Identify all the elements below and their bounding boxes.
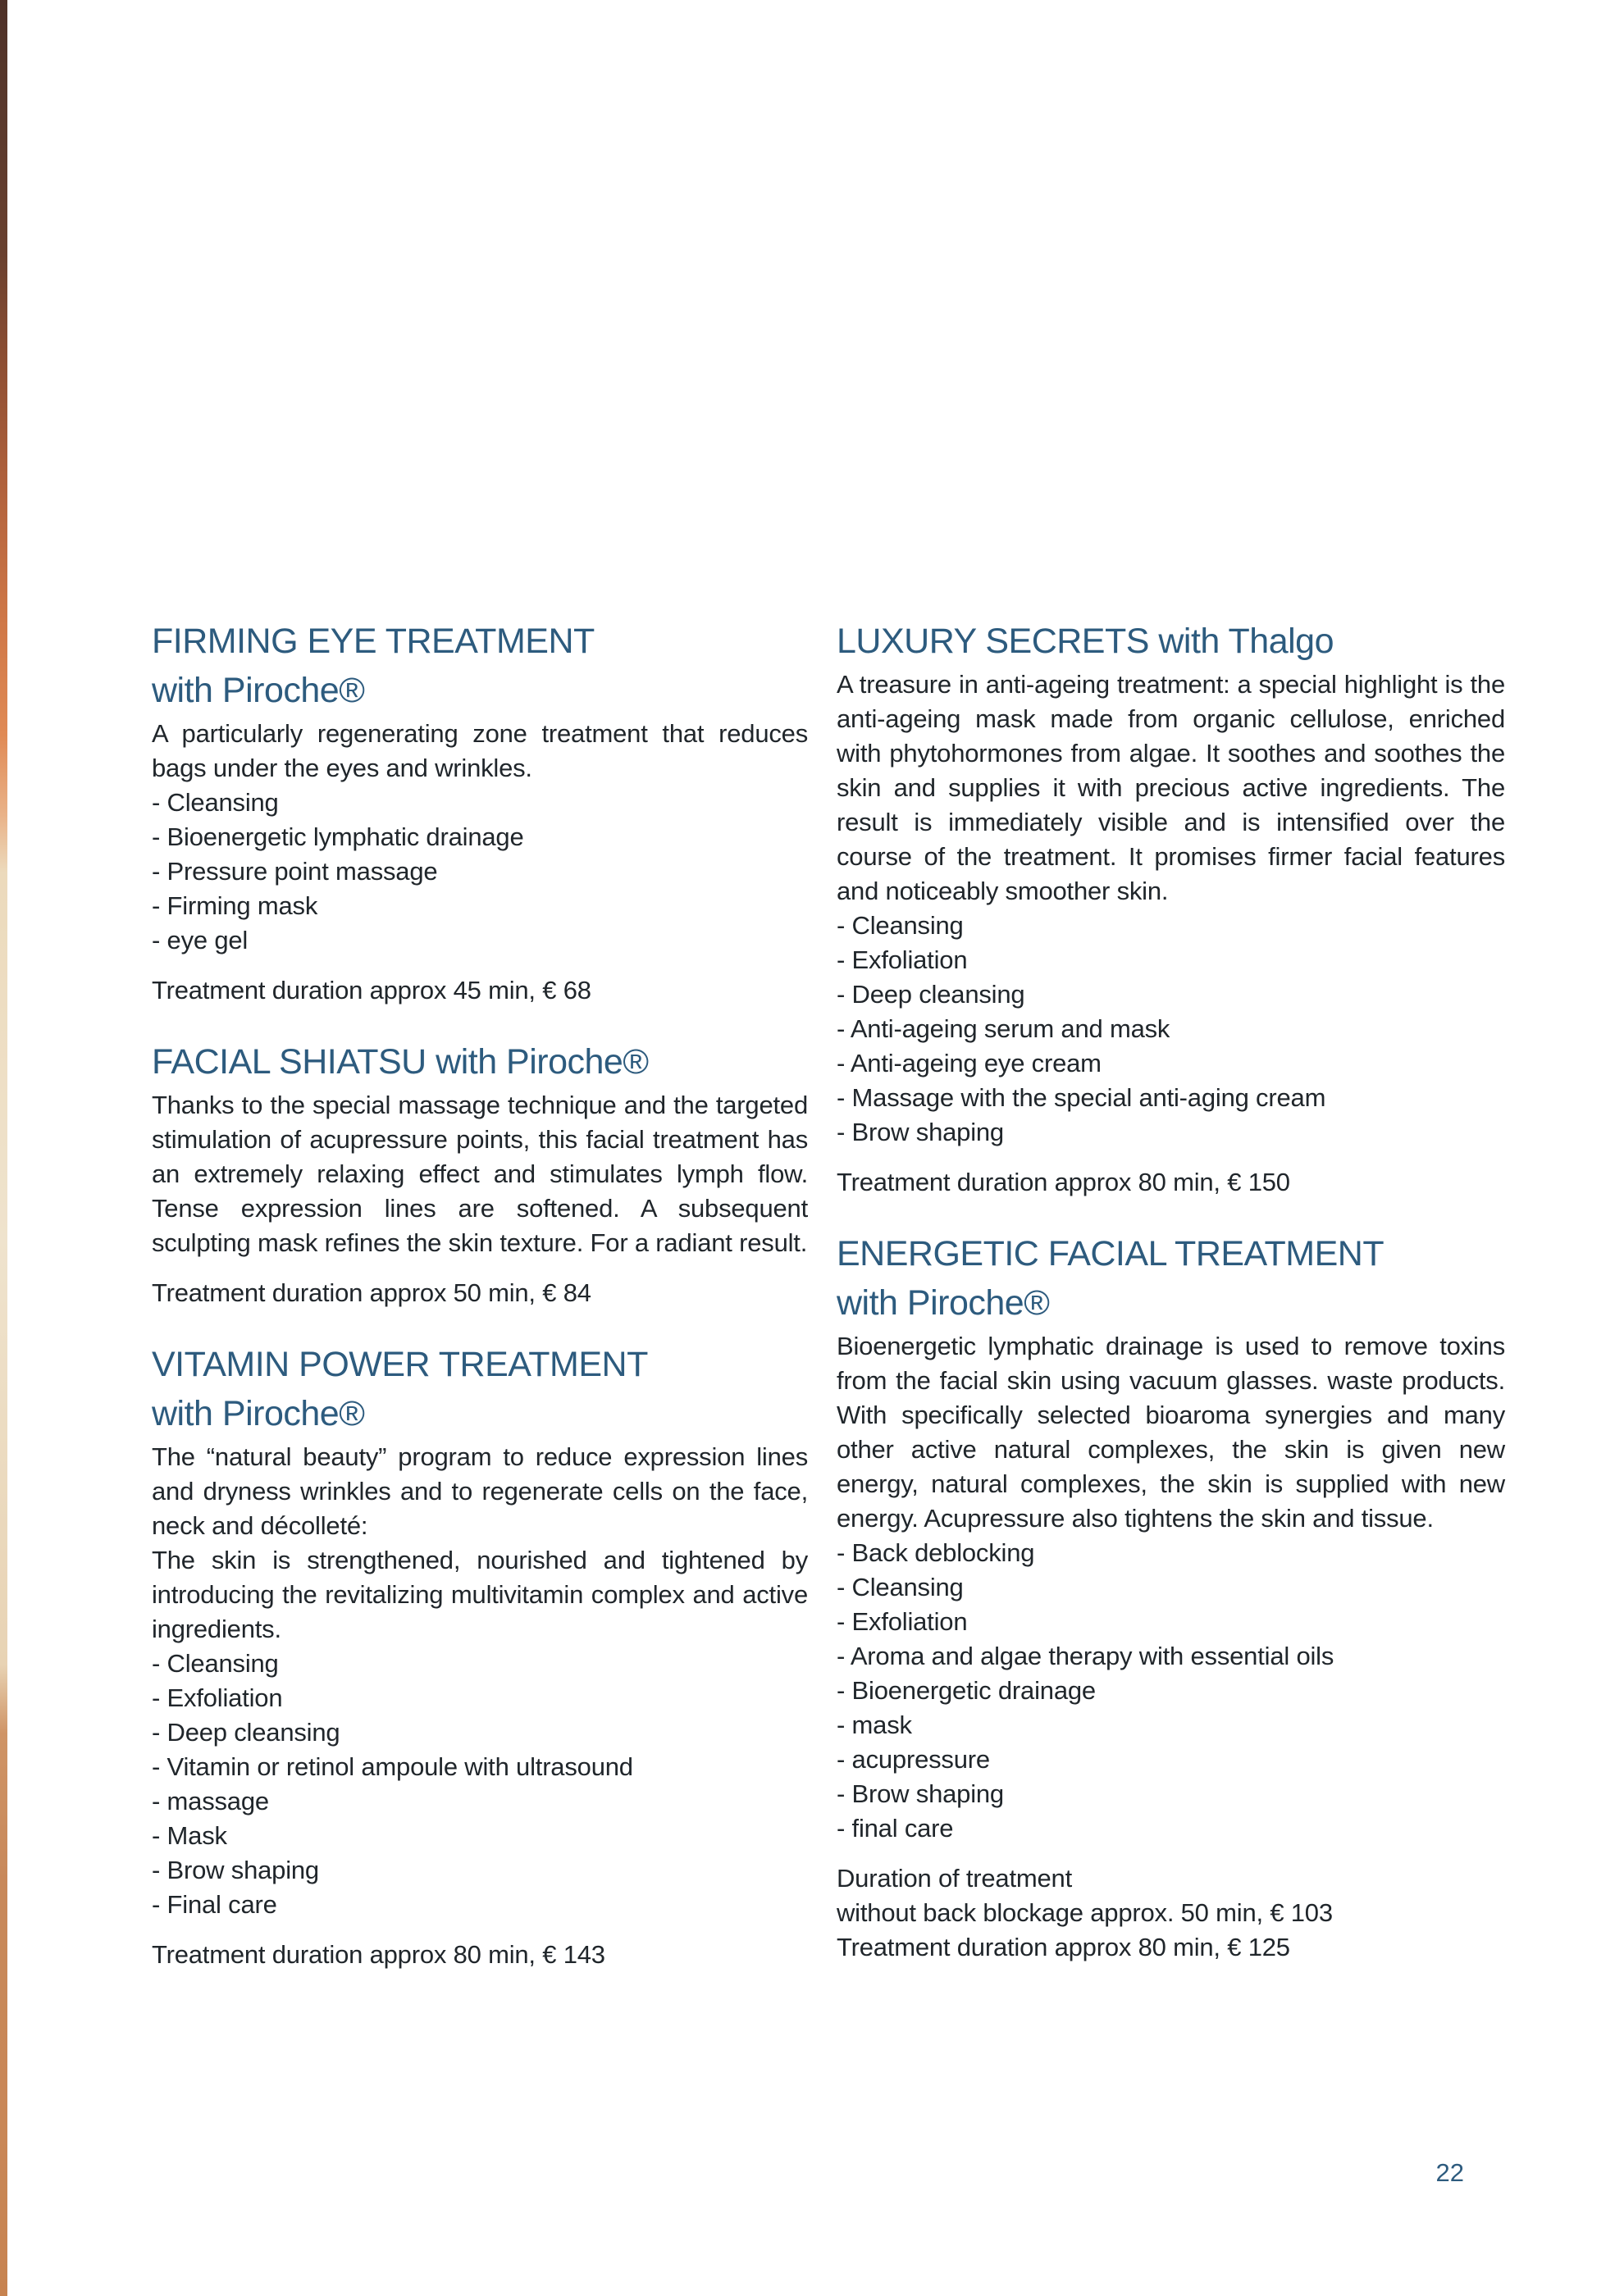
treatment-step: - Exfoliation xyxy=(837,1607,968,1636)
section-title-line: LUXURY SECRETS with Thalgo xyxy=(837,622,1334,661)
treatment-step: - Cleansing xyxy=(837,911,964,940)
duration-line: Treatment duration approx 50 min, € 84 xyxy=(152,1278,591,1307)
treatment-step: - Brow shaping xyxy=(837,1118,1004,1146)
section-title-line: FIRMING EYE TREATMENT xyxy=(152,622,595,661)
treatment-section-energetic-facial xyxy=(837,1229,1505,1965)
treatment-step: - Brow shaping xyxy=(837,1779,1004,1808)
treatment-step: - Aroma and algae therapy with essential oils xyxy=(837,1642,1334,1670)
treatment-step: - Exfoliation xyxy=(837,945,968,974)
section-paragraph: Thanks to the special massage technique and the targeted stimulation of acupressure points, this facial treatment has an extremely relaxing effect and stimulates lymph flow. Tense expression lines are softened. A subsequent sculpting mask refines the skin texture. For a radiant result. xyxy=(152,1091,808,1257)
treatment-step: - Mask xyxy=(152,1821,227,1850)
treatment-step: - final care xyxy=(837,1814,954,1843)
section-paragraph: A particularly regenerating zone treatment that reduces bags under the eyes and wrinkles. xyxy=(152,719,808,782)
section-title xyxy=(152,1340,808,1438)
duration-block xyxy=(837,1165,1505,1200)
duration-line: without back blockage approx. 50 min, € 103 xyxy=(837,1898,1333,1927)
duration-line: Treatment duration approx 45 min, € 68 xyxy=(152,976,591,1004)
left-edge-photo-strip xyxy=(0,0,7,2296)
treatment-step: - Final care xyxy=(152,1890,277,1919)
section-title xyxy=(152,1037,808,1086)
treatment-step: - Deep cleansing xyxy=(152,1718,340,1747)
section-title-line: with Piroche® xyxy=(152,671,365,710)
section-paragraph: The skin is strengthened, nourished and tightened by introducing the revitalizing multivitamin complex and active ingredients. xyxy=(152,1546,808,1643)
treatment-section-luxury-secrets xyxy=(837,617,1505,1200)
section-title-line: VITAMIN POWER TREATMENT xyxy=(152,1345,648,1384)
treatment-step: - Anti-ageing serum and mask xyxy=(837,1014,1170,1043)
treatment-steps xyxy=(837,1536,1505,1846)
duration-line: Duration of treatment xyxy=(837,1864,1073,1893)
treatment-step: - mask xyxy=(837,1711,912,1739)
treatment-steps xyxy=(837,909,1505,1150)
section-paragraph: The “natural beauty” program to reduce expression lines and dryness wrinkles and to regenerate cells on the face, neck and décolleté: xyxy=(152,1442,808,1540)
treatment-step: - Brow shaping xyxy=(152,1856,319,1884)
section-title xyxy=(152,617,808,715)
section-title-line: FACIAL SHIATSU with Piroche® xyxy=(152,1042,649,1082)
section-title-line: ENERGETIC FACIAL TREATMENT xyxy=(837,1234,1385,1273)
left-column xyxy=(152,617,808,2002)
treatment-step: - Deep cleansing xyxy=(837,980,1025,1009)
section-paragraph: A treasure in anti-ageing treatment: a special highlight is the anti-ageing mask made from organic cellulose, enriched with phytohormones from algae. It soothes and soothes the skin and supplies it with precious active ingredients. The result is immediately visible and is intensified over the course of the treatment. It promises firmer facial features and noticeably smoother skin. xyxy=(837,670,1505,905)
duration-line: Treatment duration approx 80 min, € 150 xyxy=(837,1168,1290,1196)
treatment-steps xyxy=(152,1647,808,1922)
duration-block xyxy=(152,1276,808,1310)
treatment-step: - eye gel xyxy=(152,926,249,954)
duration-block xyxy=(152,973,808,1008)
treatment-step: - Vitamin or retinol ampoule with ultrasound xyxy=(152,1752,633,1781)
page-number: 22 xyxy=(1435,2158,1464,2187)
treatment-section-vitamin-power xyxy=(152,1340,808,1972)
treatment-step: - Massage with the special anti-aging cream xyxy=(837,1083,1326,1112)
treatment-step: - Firming mask xyxy=(152,891,318,920)
right-column xyxy=(837,617,1505,1994)
duration-block xyxy=(837,1861,1505,1965)
duration-line: Treatment duration approx 80 min, € 143 xyxy=(152,1940,605,1969)
section-title-line: with Piroche® xyxy=(837,1283,1050,1323)
section-paragraph: Bioenergetic lymphatic drainage is used to remove toxins from the facial skin using vacuum glasses. waste products. With specifically selected bioaroma synergies and many other active natural complexes, the skin is given new energy, natural complexes, the skin is supplied with new energy. Acupressure also tightens the skin and tissue. xyxy=(837,1332,1505,1533)
treatment-step: - massage xyxy=(152,1787,269,1815)
treatment-section-facial-shiatsu xyxy=(152,1037,808,1310)
treatment-step: - acupressure xyxy=(837,1745,990,1774)
section-title xyxy=(837,1229,1505,1328)
section-title xyxy=(837,617,1505,666)
duration-block xyxy=(152,1938,808,1972)
treatment-step: - Cleansing xyxy=(152,788,279,817)
treatment-step: - Bioenergetic lymphatic drainage xyxy=(152,822,524,851)
section-title-line: with Piroche® xyxy=(152,1394,365,1433)
treatment-section-firming-eye xyxy=(152,617,808,1008)
treatment-step: - Anti-ageing eye cream xyxy=(837,1049,1102,1077)
treatment-step: - Pressure point massage xyxy=(152,857,438,886)
treatment-step: - Cleansing xyxy=(152,1649,279,1678)
treatment-steps xyxy=(152,786,808,958)
treatment-step: - Exfoliation xyxy=(152,1683,283,1712)
treatment-step: - Bioenergetic drainage xyxy=(837,1676,1096,1705)
treatment-step: - Back deblocking xyxy=(837,1538,1035,1567)
treatment-step: - Cleansing xyxy=(837,1573,964,1601)
duration-line: Treatment duration approx 80 min, € 125 xyxy=(837,1933,1290,1961)
